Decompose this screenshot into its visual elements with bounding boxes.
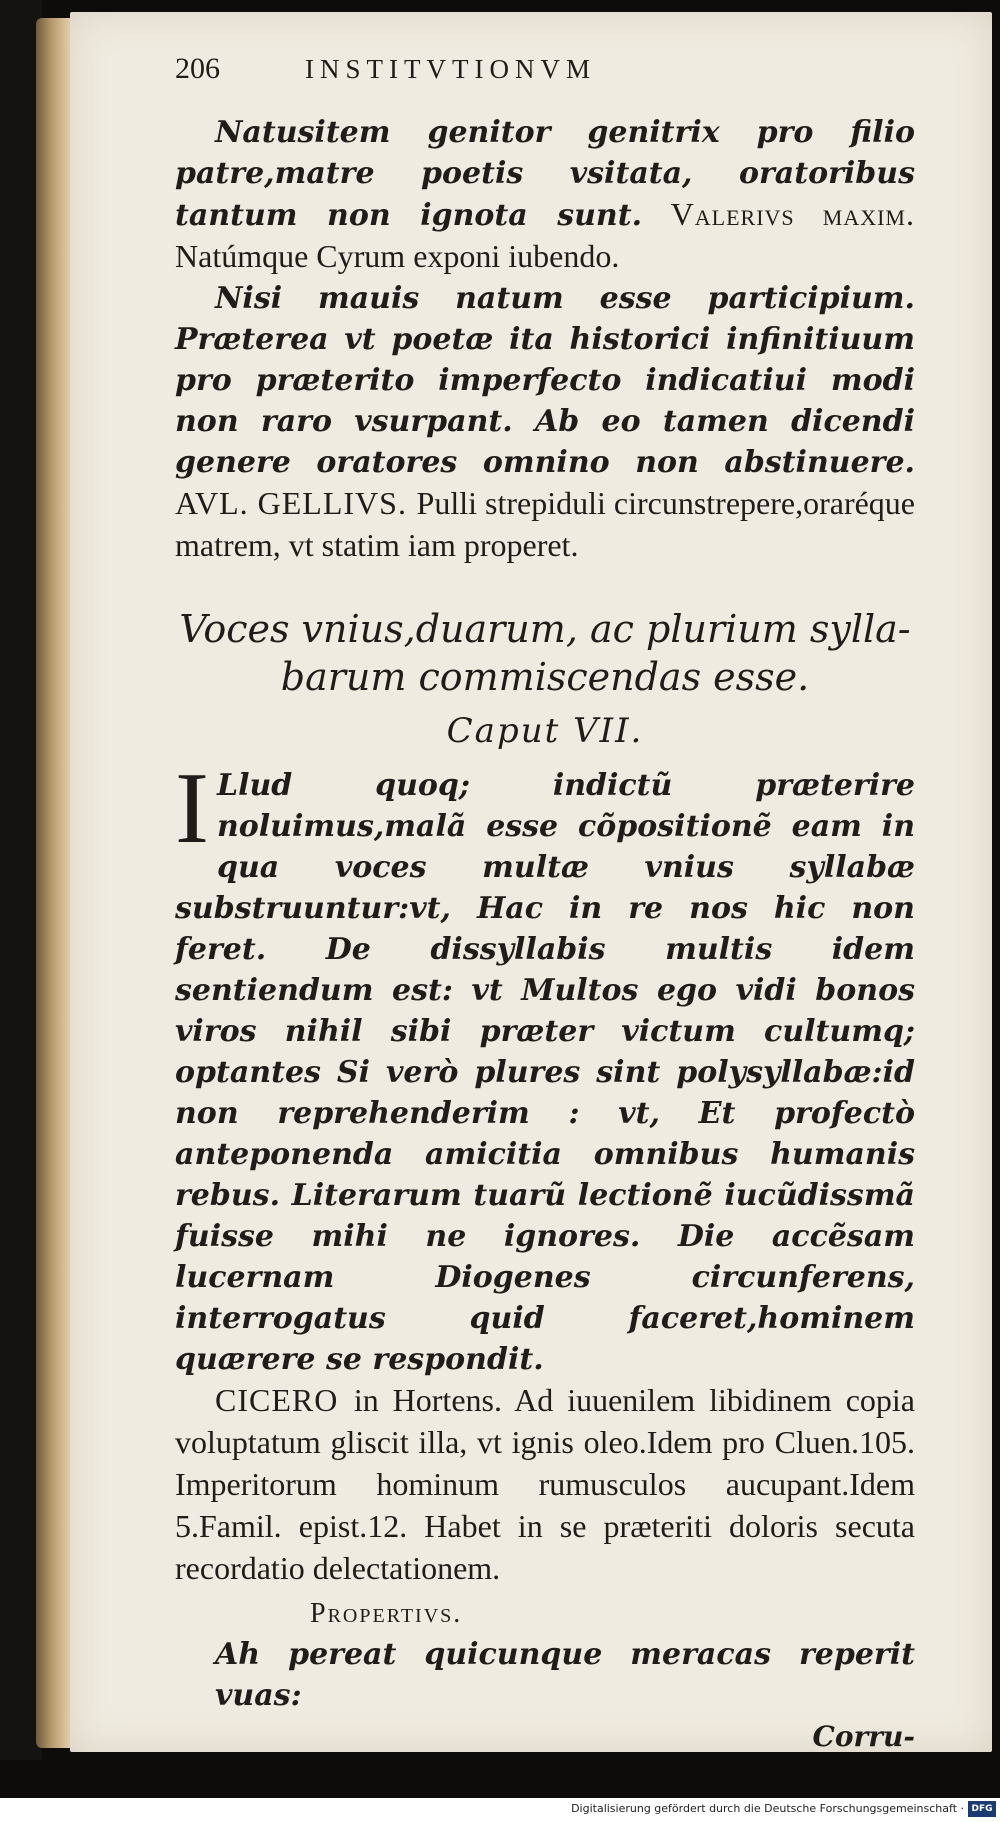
page-number: 206 <box>175 52 220 85</box>
paragraph-nisi-italic: Nisi mauis natum esse participium. Præterea vt poetæ ita historici infinitiuum pro præterito imperfecto indicatiui modi non raro vsurpant. Ab eo tamen dicendi genere oratores omnino non abstinuere. <box>175 281 915 480</box>
text-block <box>175 52 915 1753</box>
paragraph-illud <box>175 752 915 1380</box>
verse-line: Ah pereat quicunque meracas reperit vuas: <box>215 1637 915 1713</box>
chapter-title <box>175 605 915 701</box>
quote-cicero: in Hortens. Ad iuuenilem libidinem copia voluptatum gliscit illa, vt ignis oleo.Idem pro Cluen.105. Imperitorum hominum rumusculos aucupant.Idem 5.Famil. epist.12. Habet in se præteriti doloris secuta recordatio delectationem. <box>175 1382 915 1586</box>
author-gellius: AVL. GELLIVS. <box>175 485 407 521</box>
chapter-title-line-2: barum commiscendas esse. <box>280 655 810 699</box>
quote-gellius: Pulli strepiduli circunstrepere,oraréque matrem, vt statim iam properet. <box>175 485 916 563</box>
dfg-logo: DFG <box>968 1801 996 1817</box>
author-cicero: CICERO <box>215 1382 339 1418</box>
running-head <box>175 52 915 112</box>
paragraph-nisi <box>175 278 915 567</box>
paragraph-illud-italic: Llud quoq; indictũ præterire noluimus,malã esse cõpositionẽ eam in qua voces multæ vnius syllabæ substruuntur:vt, Hac in re nos hic non feret. De dissyllabis multis idem sentiendum est: vt Multos ego vidi bonos viros nihil sibi præter victum cultumq; optantes Si verò plures sint polysyllabæ:id non reprehenderim : vt, Et profectò anteponenda amicitia omnibus humanis rebus. Literarum tuarũ lectionẽ iucũdissmã fuisse mihi ne ignores. Die accẽsam lucernam Diogenes circunferens, interrogatus quid faceret,hominem quærere se respondit. <box>175 768 915 1377</box>
author-propertius: Propertivs. <box>310 1598 463 1629</box>
paragraph-natus-italic: Natusitem genitor genitrix pro filio patre,matre poetis vsitata, oratoribus tantum non ignota sunt. <box>175 115 915 233</box>
paragraph-cicero <box>175 1380 915 1590</box>
chapter-number: Caput VII. <box>446 711 644 751</box>
footer-credit: Digitalisierung gefördert durch die Deutsche Forschungsgemeinschaft · <box>571 1802 964 1815</box>
author-valerius: Valerivs maxim. <box>670 196 915 232</box>
catchword: Corru- <box>812 1720 915 1753</box>
footer-bar <box>0 1798 1000 1822</box>
drop-cap: I <box>175 752 209 865</box>
quote-valerius: Natúmque Cyrum exponi iubendo. <box>175 238 620 274</box>
paragraph-natus <box>175 112 915 278</box>
running-title: INSTITVTIONVM <box>305 54 596 84</box>
chapter-title-line-1: Voces vnius,duarum, ac plurium sylla- <box>179 607 911 651</box>
